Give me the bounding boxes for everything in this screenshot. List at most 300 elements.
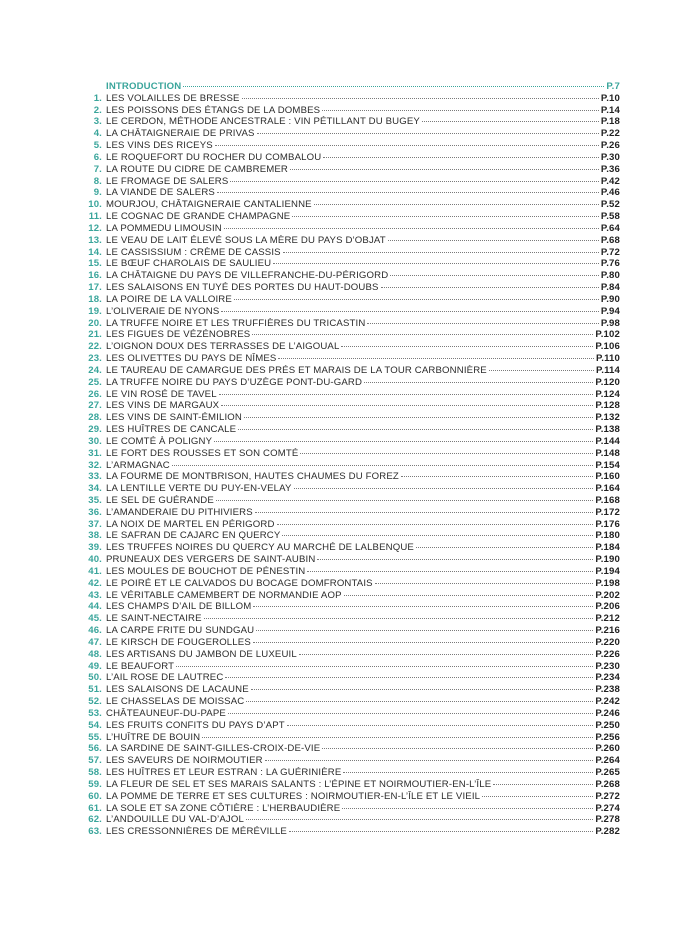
toc-title: LES FIGUES DE VÉZÉNOBRES [106,329,251,341]
leader-dots [342,808,593,809]
toc-entry-row [88,791,620,803]
leader-dots [278,358,593,359]
leader-dots [255,512,594,513]
leader-dots [375,583,594,584]
toc-number: 6. [93,151,102,163]
toc-entry-row [88,530,620,542]
leader-dots [215,145,599,146]
toc-number: 24. [88,364,102,376]
toc-number: 11. [88,211,102,223]
toc-title: LES VINS DES RICEYS [106,140,213,152]
toc-title: LE SAINT-NECTAIRE [106,613,202,625]
leader-dots [401,476,594,477]
leader-dots [317,559,593,560]
leader-dots [257,133,599,134]
toc-page-number: P.26 [600,140,620,152]
toc-page-number: P.172 [595,506,620,518]
toc-entry-row [88,199,620,211]
toc-number: 38. [88,530,102,542]
toc-number: 61. [88,802,102,814]
toc-title: LES SALAISONS DE LACAUNE [106,684,249,696]
toc-title: LA LENTILLE VERTE DU PUY-EN-VELAY [106,483,292,495]
toc-title: LES POISSONS DES ÉTANGS DE LA DOMBES [106,104,321,116]
toc-entry-row [88,341,620,353]
leader-dots [299,654,594,655]
toc-title: LE VÉRITABLE CAMEMBERT DE NORMANDIE AOP [106,589,342,601]
toc-number: 59. [88,778,102,790]
toc-title: L’ARMAGNAC [106,459,170,471]
toc-page-number: P.64 [600,222,620,234]
toc-page-number: P.30 [600,151,620,163]
toc-title: LE COMTÉ À POLIGNY [106,435,213,447]
leader-dots [493,784,593,785]
toc-page-number: P.124 [595,388,620,400]
leader-dots [323,157,599,158]
toc-entry-row [88,483,620,495]
toc-entry-row [88,803,620,815]
toc-page-number: P.180 [595,530,620,542]
leader-dots [183,86,604,87]
toc-title: LA SARDINE DE SAINT-GILLES-CROIX-DE-VIE [106,743,321,755]
toc-number: 62. [88,814,102,826]
toc-entry-row [88,684,620,696]
toc-number: 45. [88,613,102,625]
toc-title: LES ARTISANS DU JAMBON DE LUXEUIL [106,648,297,660]
toc-title: LA CHÂTAIGNE DU PAYS DE VILLEFRANCHE-DU-PÉRIGORD [106,270,389,282]
toc-page-number: P.272 [595,790,620,802]
toc-title: LE KIRSCH DE FOUGEROLLES [106,636,251,648]
leader-dots [256,630,593,631]
toc-number: 22. [88,341,102,353]
toc-entry-row [88,814,620,826]
toc-title: LE SAFRAN DE CAJARC EN QUERCY [106,530,281,542]
toc-number: 36. [88,506,102,518]
toc-entry-row [88,672,620,684]
leader-dots [300,453,593,454]
toc-page-number: P.52 [600,199,620,211]
toc-entry-row [88,164,620,176]
toc-entry-row [88,578,620,590]
toc-entry-row [88,779,620,791]
toc-page-number: P.260 [595,743,620,755]
toc-page-number: P.42 [600,175,620,187]
leader-dots [253,606,593,607]
toc-title: LE COGNAC DE GRANDE CHAMPAGNE [106,211,291,223]
toc-number: 39. [88,542,102,554]
toc-number: 19. [88,305,102,317]
toc-entry-row [88,625,620,637]
toc-number: 18. [88,293,102,305]
toc-title: LA POMME DE TERRE ET SES CULTURES : NOIRMOUTIER-EN-L’ÎLE ET LE VIEIL [106,790,481,802]
toc-title: LES FRUITS CONFITS DU PAYS D’APT [106,719,285,731]
leader-dots [482,796,593,797]
toc-title: LE CASSISSIUM : CRÈME DE CASSIS [106,246,281,258]
leader-dots [287,725,594,726]
toc-entry-row [88,187,620,199]
toc-title: CHÂTEAUNEUF-DU-PAPE [106,707,226,719]
toc-number: 50. [88,672,102,684]
toc-page-number: P.168 [595,494,620,506]
toc-number: 27. [88,400,102,412]
toc-entry-row [88,732,620,744]
toc-number: 5. [93,140,102,152]
toc-entry-row [88,258,620,270]
toc-title: LA NOIX DE MARTEL EN PÉRIGORD [106,518,275,530]
toc-number: 25. [88,376,102,388]
toc-number: 49. [88,660,102,672]
toc-number: 34. [88,483,102,495]
toc-number: 63. [88,826,102,838]
leader-dots [364,382,593,383]
leader-dots [244,417,593,418]
toc-page-number: P.154 [595,459,620,471]
toc-page-number: P.58 [600,211,620,223]
leader-dots [176,666,593,667]
toc-title: LE BŒUF CHAROLAIS DE SAULIEU [106,258,272,270]
toc-page-number: P.160 [595,471,620,483]
toc-title: PRUNEAUX DES VERGERS DE SAINT-AUBIN [106,554,316,566]
toc-intro-row [88,81,620,93]
toc-page-number: P.128 [595,400,620,412]
toc-page-number: P.184 [595,542,620,554]
leader-dots [344,595,594,596]
toc-number: 17. [88,282,102,294]
toc-entry-row [88,329,620,341]
leader-dots [282,535,593,536]
toc-page-number: P.102 [595,329,620,341]
toc-page-number: P.234 [595,672,620,684]
toc-intro-page: P.7 [606,81,620,92]
leader-dots [381,287,599,288]
leader-dots [172,465,594,466]
toc-number: 60. [88,790,102,802]
toc-title: LE ROQUEFORT DU ROCHER DU COMBALOU [106,151,322,163]
toc-number: 44. [88,601,102,613]
leader-dots [283,252,599,253]
leader-dots [322,110,599,111]
toc-number: 31. [88,447,102,459]
toc-page-number: P.98 [600,317,620,329]
toc-title: LE TAUREAU DE CAMARGUE DES PRÉS ET MARAIS DE LA TOUR CARBONNIÈRE [106,364,487,376]
toc-entries [88,93,620,838]
toc-number: 47. [88,636,102,648]
toc-number: 35. [88,494,102,506]
toc-page-number: P.80 [600,270,620,282]
toc-number: 15. [88,258,102,270]
toc-entry-row [88,708,620,720]
toc-page-number: P.216 [595,625,620,637]
toc-number: 54. [88,719,102,731]
toc-number: 23. [88,353,102,365]
toc-title: LES HUÎTRES ET LEUR ESTRAN : LA GUÉRINIÈRE [106,767,342,779]
leader-dots [217,192,599,193]
toc-title: L’AIL ROSE DE LAUTREC [106,672,224,684]
toc-number: 2. [93,104,102,116]
toc-page-number: P.14 [600,104,620,116]
toc-entry-row [88,755,620,767]
leader-dots [277,524,594,525]
toc-intro-title: INTRODUCTION [106,81,182,92]
leader-dots [367,323,598,324]
leader-dots [390,275,599,276]
toc-number: 32. [88,459,102,471]
toc-number: 33. [88,471,102,483]
toc-page-number: P.36 [600,163,620,175]
toc-entry-row [88,93,620,105]
toc-entry-row [88,116,620,128]
toc-page-number: P.212 [595,613,620,625]
toc-number: 20. [88,317,102,329]
toc-number: 7. [93,163,102,175]
toc-entry-row [88,176,620,188]
toc-page-number: P.238 [595,684,620,696]
toc-title: LES MOULES DE BOUCHOT DE PÉNESTIN [106,565,306,577]
leader-dots [230,181,598,182]
toc-page-number: P.164 [595,483,620,495]
leader-dots [221,405,593,406]
toc-title: LE CERDON, MÉTHODE ANCESTRALE : VIN PÉTILLANT DU BUGEY [106,116,420,128]
table-of-contents [88,81,620,838]
toc-title: LE SEL DE GUÉRANDE [106,494,214,506]
toc-entry-row [88,826,620,838]
leader-dots [224,228,599,229]
toc-title: LE CHASSELAS DE MOISSAC [106,696,245,708]
leader-dots [294,488,594,489]
toc-entry-row [88,318,620,330]
toc-number: 48. [88,648,102,660]
toc-number: 37. [88,518,102,530]
toc-number: 58. [88,767,102,779]
toc-title: LE FROMAGE DE SALERS [106,175,229,187]
toc-entry-row [88,613,620,625]
toc-number: 29. [88,424,102,436]
toc-entry-row [88,400,620,412]
toc-entry-row [88,720,620,732]
leader-dots [253,642,594,643]
leader-dots [292,216,599,217]
toc-page-number: P.90 [600,293,620,305]
leader-dots [343,772,593,773]
toc-page-number: P.268 [595,778,620,790]
toc-entry-row [88,211,620,223]
toc-number: 41. [88,565,102,577]
toc-entry-row [88,389,620,401]
leader-dots [489,370,594,371]
toc-entry-row [88,554,620,566]
toc-title: LE BEAUFORT [106,660,175,672]
toc-number: 14. [88,246,102,258]
leader-dots [416,547,593,548]
toc-entry-row [88,377,620,389]
toc-page-number: P.250 [595,719,620,731]
toc-number: 28. [88,412,102,424]
leader-dots [251,689,594,690]
toc-title: LES SAVEURS DE NOIRMOUTIER [106,755,263,767]
toc-entry-row [88,507,620,519]
toc-number: 40. [88,554,102,566]
toc-entry-row [88,365,620,377]
toc-entry-row [88,140,620,152]
leader-dots [202,737,593,738]
toc-page-number: P.274 [595,802,620,814]
toc-number: 51. [88,684,102,696]
toc-page-number: P.106 [595,341,620,353]
toc-title: LE FORT DES ROUSSES ET SON COMTÉ [106,447,299,459]
leader-dots [307,571,593,572]
toc-title: LES TRUFFES NOIRES DU QUERCY AU MARCHÉ DE LALBENQUE [106,542,414,554]
toc-page-number: P.46 [600,187,620,199]
toc-page-number: P.230 [595,660,620,672]
toc-title: LES SALAISONS EN TUYÉ DES PORTES DU HAUT-DOUBS [106,282,379,294]
toc-title: L’ANDOUILLE DU VAL-D’AJOL [106,814,244,826]
toc-entry-row [88,696,620,708]
toc-number: 13. [88,234,102,246]
toc-entry-row [88,152,620,164]
toc-page-number: P.226 [595,648,620,660]
leader-dots [246,819,593,820]
toc-entry-row [88,471,620,483]
toc-title: LES HUÎTRES DE CANCALE [106,424,237,436]
leader-dots [234,299,599,300]
toc-page-number: P.265 [595,767,620,779]
toc-title: LES CRESSONNIÈRES DE MÉRÉVILLE [106,826,287,838]
leader-dots [246,701,593,702]
toc-entry-row [88,649,620,661]
toc-page-number: P.84 [600,282,620,294]
toc-title: LA ROUTE DU CIDRE DE CAMBREMER [106,163,289,175]
toc-title: L’HUÎTRE DE BOUIN [106,731,201,743]
toc-number: 42. [88,577,102,589]
toc-number: 8. [93,175,102,187]
toc-entry-row [88,590,620,602]
toc-number: 30. [88,435,102,447]
toc-page-number: P.198 [595,577,620,589]
toc-entry-row [88,412,620,424]
toc-title: LA SOLE ET SA ZONE CÔTIÈRE : L’HERBAUDIÈRE [106,802,341,814]
leader-dots [219,394,594,395]
toc-title: L’OLIVERAIE DE NYONS [106,305,220,317]
leader-dots [314,204,599,205]
toc-number: 52. [88,696,102,708]
toc-entry-row [88,223,620,235]
toc-title: LA VIANDE DE SALERS [106,187,215,199]
toc-entry-row [88,282,620,294]
toc-entry-row [88,542,620,554]
toc-entry-row [88,270,620,282]
toc-title: LA CHÂTAIGNERAIE DE PRIVAS [106,128,255,140]
toc-entry-row [88,436,620,448]
toc-entry-row [88,105,620,117]
toc-page-number: P.76 [600,258,620,270]
toc-page-number: P.120 [595,376,620,388]
toc-entry-row [88,460,620,472]
toc-title: LA TRUFFE NOIRE ET LES TRUFFIÈRES DU TRICASTIN [106,317,366,329]
toc-page-number: P.110 [595,353,620,365]
toc-entry-row [88,767,620,779]
leader-dots [341,346,593,347]
toc-title: LE VEAU DE LAIT ÉLEVÉ SOUS LA MÈRE DU PAYS D’OBJAT [106,234,386,246]
toc-page-number: P.94 [600,305,620,317]
toc-title: LES VINS DE MARGAUX [106,400,220,412]
toc-page-number: P.132 [595,412,620,424]
toc-entry-row [88,566,620,578]
toc-entry-row [88,743,620,755]
toc-page-number: P.220 [595,636,620,648]
toc-number: 21. [88,329,102,341]
toc-page-number: P.264 [595,755,620,767]
leader-dots [252,334,593,335]
toc-page-number: P.138 [595,424,620,436]
leader-dots [422,121,599,122]
toc-title: LA CARPE FRITE DU SUNDGAU [106,625,255,637]
toc-title: LE POIRÉ ET LE CALVADOS DU BOCAGE DOMFRONTAIS [106,577,373,589]
toc-page-number: P.10 [600,92,620,104]
toc-entry-row [88,235,620,247]
toc-entry-row [88,495,620,507]
toc-entry-row [88,353,620,365]
toc-number: 16. [88,270,102,282]
toc-number: 12. [88,222,102,234]
toc-page-number: P.18 [600,116,620,128]
toc-number: 43. [88,589,102,601]
toc-page-number: P.242 [595,696,620,708]
toc-entry-row [88,448,620,460]
toc-entry-row [88,128,620,140]
toc-title: LA POMMEDU LIMOUSIN [106,222,222,234]
toc-page-number: P.246 [595,707,620,719]
leader-dots [273,263,599,264]
toc-page-number: P.282 [595,826,620,838]
toc-number: 53. [88,707,102,719]
toc-page-number: P.202 [595,589,620,601]
toc-entry-row [88,306,620,318]
toc-page-number: P.176 [595,518,620,530]
toc-number: 26. [88,388,102,400]
toc-page-number: P.206 [595,601,620,613]
toc-number: 55. [88,731,102,743]
toc-title: LES OLIVETTES DU PAYS DE NÎMES [106,353,277,365]
leader-dots [388,240,599,241]
toc-number: 10. [88,199,102,211]
leader-dots [242,98,599,99]
toc-page-number: P.148 [595,447,620,459]
toc-entry-row [88,519,620,531]
toc-title: LA POIRE DE LA VALLOIRE [106,293,232,305]
leader-dots [228,713,593,714]
toc-title: L’OIGNON DOUX DES TERRASSES DE L’AIGOUAL [106,341,340,353]
leader-dots [216,500,593,501]
toc-entry-row [88,637,620,649]
toc-title: LA TRUFFE NOIRE DU PAYS D’UZÈGE PONT-DU-GARD [106,376,363,388]
leader-dots [238,429,593,430]
leader-dots [204,618,594,619]
toc-title: LA FOURME DE MONTBRISON, HAUTES CHAUMES DU FOREZ [106,471,399,483]
toc-page-number: P.144 [595,435,620,447]
leader-dots [225,677,593,678]
leader-dots [322,748,593,749]
toc-number: 9. [93,187,102,199]
toc-number: 4. [93,128,102,140]
toc-number: 3. [93,116,102,128]
toc-entry-row [88,424,620,436]
toc-title: L’AMANDERAIE DU PITHIVIERS [106,506,253,518]
toc-number: 56. [88,743,102,755]
toc-title: LES VINS DE SAINT-ÉMILION [106,412,242,424]
leader-dots [214,441,593,442]
toc-page-number: P.72 [600,246,620,258]
leader-dots [221,311,599,312]
toc-entry-row [88,247,620,259]
